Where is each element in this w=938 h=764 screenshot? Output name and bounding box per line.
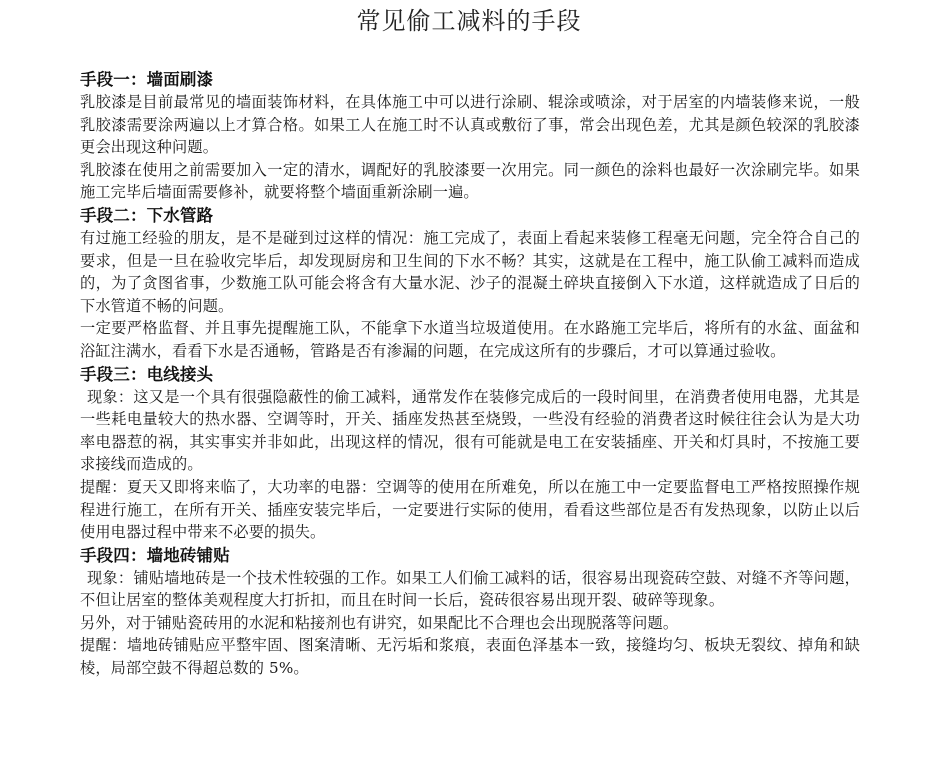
paragraph: 现象：这又是一个具有很强隐蔽性的偷工减料，通常发作在装修完成后的一段时间里，在消费者使用电器，尤其是一些耗电量较大的热水器、空调等时，开关、插座发热甚至烧毁，一些没有经验的消费者这时候往往会认为是大功率电器惹的祸，其实事实并非如此，出现这样的情况，很有可能就是电工在安装插座、开关和灯具时，不按施工要求接线而造成的。	[80, 387, 860, 474]
section-heading: 手段一：墙面刷漆	[80, 70, 214, 89]
section-heading: 手段三：电线接头	[80, 364, 214, 384]
paragraph: 现象：铺贴墙地砖是一个技术性较强的工作。如果工人们偷工减料的话，很容易出现瓷砖空鼓、对缝不齐等问题，不但让居室的整体美观程度大打折扣，而且在时间一长后，瓷砖很容易出现开裂、破碎等现象。	[80, 568, 860, 610]
paragraph: 有过施工经验的朋友，是不是碰到过这样的情况：施工完成了，表面上看起来装修工程毫无问题，完全符合自己的要求，但是一旦在验收完毕后，却发现厨房和卫生间的下水不畅？其实，这就是在工程中，施工队偷工减料而造成的，为了贪图省事，少数施工队可能会将含有大量水泥、沙子的混凝土碎块直接倒入下水道，这样就造成了日后的下水管道不畅的问题。	[80, 228, 860, 315]
section-heading: 手段二：下水管路	[80, 205, 214, 225]
paragraph: 乳胶漆在使用之前需要加入一定的清水，调配好的乳胶漆要一次用完。同一颜色的涂料也最好一次涂刷完毕。如果施工完毕后墙面需要修补，就要将整个墙面重新涂刷一遍。	[80, 160, 860, 202]
section-heading: 手段四：墙地砖铺贴	[80, 545, 230, 565]
paragraph: 一定要严格监督、并且事先提醒施工队，不能拿下水道当垃圾道使用。在水路施工完毕后，将所有的水盆、面盆和浴缸注满水，看看下水是否通畅，管路是否有渗漏的问题，在完成这所有的步骤后，才可以算通过验收。	[80, 319, 860, 360]
document-body	[80, 68, 860, 680]
section-4	[80, 544, 860, 680]
document-title: 常见偷工减料的手段	[356, 7, 582, 35]
paragraph: 乳胶漆是目前最常见的墙面装饰材料，在具体施工中可以进行涂刷、辊涂或喷涂，对于居室的内墙装修来说，一般乳胶漆需要涂两遍以上才算合格。如果工人在施工时不认真或敷衍了事，常会出现色差，尤其是颜色较深的乳胶漆更会出现这种问题。	[80, 93, 860, 157]
paragraph: 提醒：墙地砖铺贴应平整牢固、图案清晰、无污垢和浆痕，表面色泽基本一致，接缝均匀、板块无裂纹、掉角和缺棱，局部空鼓不得超总数的 5%。	[80, 636, 860, 678]
paragraph: 另外，对于铺贴瓷砖用的水泥和粘接剂也有讲究，如果配比不合理也会出现脱落等问题。	[80, 613, 679, 632]
section-2	[80, 204, 860, 363]
paragraph: 提醒：夏天又即将来临了，大功率的电器：空调等的使用在所难免，所以在施工中一定要监督电工严格按照操作规程进行施工，在所有开关、插座安装完毕后，一定要进行实际的使用，看看这些部位是否有发热现象，以防止以后使用电器过程中带来不必要的损失。	[80, 477, 860, 542]
section-3	[80, 363, 860, 544]
section-1	[80, 68, 860, 204]
